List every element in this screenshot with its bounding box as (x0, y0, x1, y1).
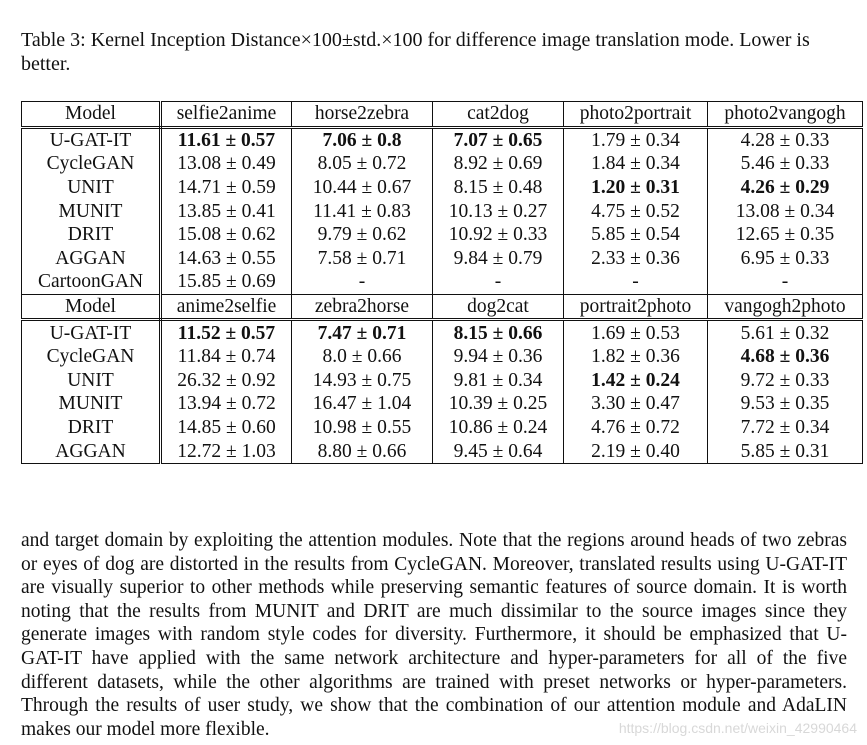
score-cell: 5.85 ± 0.31 (708, 439, 863, 463)
score-cell: 8.92 ± 0.69 (433, 152, 564, 176)
score-cell: 1.42 ± 0.24 (564, 369, 708, 393)
table-row (22, 127, 863, 152)
score-cell: 8.0 ± 0.66 (292, 345, 433, 369)
score-cell: 8.80 ± 0.66 (292, 439, 433, 463)
table-row (22, 416, 863, 440)
score-cell: 4.26 ± 0.29 (708, 176, 863, 200)
model-name-cell: DRIT (22, 223, 161, 247)
table-caption: Table 3: Kernel Inception Distance×100±std.×100 for difference image translation mode. Lower is better. (21, 29, 810, 75)
score-cell: 7.07 ± 0.65 (433, 127, 564, 152)
score-cell: 13.94 ± 0.72 (161, 392, 292, 416)
column-header: cat2dog (433, 102, 564, 128)
score-cell: 10.92 ± 0.33 (433, 223, 564, 247)
score-cell: 4.75 ± 0.52 (564, 199, 708, 223)
score-cell: 15.08 ± 0.62 (161, 223, 292, 247)
model-name-cell: CycleGAN (22, 345, 161, 369)
score-cell: 11.52 ± 0.57 (161, 320, 292, 345)
score-cell: 9.72 ± 0.33 (708, 369, 863, 393)
score-cell: 7.72 ± 0.34 (708, 416, 863, 440)
score-cell: 7.47 ± 0.71 (292, 320, 433, 345)
score-cell: 15.85 ± 0.69 (161, 270, 292, 294)
column-header: selfie2anime (161, 102, 292, 128)
score-cell: 1.84 ± 0.34 (564, 152, 708, 176)
score-cell: 7.58 ± 0.71 (292, 247, 433, 271)
column-header: anime2selfie (161, 294, 292, 320)
model-name-cell: DRIT (22, 416, 161, 440)
column-header: horse2zebra (292, 102, 433, 128)
model-name-cell: AGGAN (22, 439, 161, 463)
model-name-cell: U-GAT-IT (22, 320, 161, 345)
score-cell: 12.72 ± 1.03 (161, 439, 292, 463)
score-cell: 10.13 ± 0.27 (433, 199, 564, 223)
model-name-cell: CartoonGAN (22, 270, 161, 294)
score-cell: 13.08 ± 0.34 (708, 199, 863, 223)
table-row (22, 247, 863, 271)
score-cell: 10.98 ± 0.55 (292, 416, 433, 440)
score-cell: - (708, 270, 863, 294)
kid-results-table (21, 101, 863, 464)
score-cell: 1.20 ± 0.31 (564, 176, 708, 200)
column-header: Model (22, 102, 161, 128)
score-cell: 8.15 ± 0.48 (433, 176, 564, 200)
table-row (22, 320, 863, 345)
model-name-cell: UNIT (22, 176, 161, 200)
score-cell: 26.32 ± 0.92 (161, 369, 292, 393)
table-row (22, 199, 863, 223)
score-cell: 9.81 ± 0.34 (433, 369, 564, 393)
score-cell: 1.79 ± 0.34 (564, 127, 708, 152)
watermark: https://blog.csdn.net/weixin_42990464 (618, 720, 857, 736)
column-header: vangogh2photo (708, 294, 863, 320)
column-header: photo2portrait (564, 102, 708, 128)
score-cell: 11.84 ± 0.74 (161, 345, 292, 369)
score-cell: 7.06 ± 0.8 (292, 127, 433, 152)
score-cell: 6.95 ± 0.33 (708, 247, 863, 271)
body-paragraph: and target domain by exploiting the attention modules. Note that the regions around heads of two zebras or eyes of dog are distorted in the results from CycleGAN. Moreover, translated results using U-GAT-IT are visually superior to other methods while preserving semantic features of source domain. It is worth noting that the results from MUNIT and DRIT are much dissimilar to the source images since they generate images with random style codes for diversity. Furthermore, it should be emphasized that U-GAT-IT have applied with the same network architecture and hyper-parameters for all of the five different datasets, while the other algorithms are trained with preset networks or hyper-parameters. Through the results of user study, we show that the combination of our attention module and AdaLIN makes our model more flexible. (21, 530, 847, 740)
model-name-cell: UNIT (22, 369, 161, 393)
table-row (22, 369, 863, 393)
score-cell: 13.08 ± 0.49 (161, 152, 292, 176)
column-header: photo2vangogh (708, 102, 863, 128)
score-cell: 4.28 ± 0.33 (708, 127, 863, 152)
score-cell: 11.61 ± 0.57 (161, 127, 292, 152)
table-row (22, 439, 863, 463)
score-cell: 4.76 ± 0.72 (564, 416, 708, 440)
score-cell: 2.19 ± 0.40 (564, 439, 708, 463)
score-cell: 8.05 ± 0.72 (292, 152, 433, 176)
score-cell: - (564, 270, 708, 294)
score-cell: 16.47 ± 1.04 (292, 392, 433, 416)
score-cell: 12.65 ± 0.35 (708, 223, 863, 247)
score-cell: 3.30 ± 0.47 (564, 392, 708, 416)
model-name-cell: AGGAN (22, 247, 161, 271)
score-cell: 8.15 ± 0.66 (433, 320, 564, 345)
table-row (22, 345, 863, 369)
model-name-cell: MUNIT (22, 199, 161, 223)
score-cell: 10.44 ± 0.67 (292, 176, 433, 200)
table-row (22, 223, 863, 247)
score-cell: 5.46 ± 0.33 (708, 152, 863, 176)
score-cell: 2.33 ± 0.36 (564, 247, 708, 271)
score-cell: 5.61 ± 0.32 (708, 320, 863, 345)
table-row (22, 270, 863, 294)
score-cell: 9.45 ± 0.64 (433, 439, 564, 463)
score-cell: 11.41 ± 0.83 (292, 199, 433, 223)
table-row (22, 392, 863, 416)
score-cell: 14.93 ± 0.75 (292, 369, 433, 393)
model-name-cell: MUNIT (22, 392, 161, 416)
model-name-cell: CycleGAN (22, 152, 161, 176)
score-cell: 13.85 ± 0.41 (161, 199, 292, 223)
score-cell: 14.71 ± 0.59 (161, 176, 292, 200)
score-cell: 9.94 ± 0.36 (433, 345, 564, 369)
score-cell: 4.68 ± 0.36 (708, 345, 863, 369)
score-cell: - (433, 270, 564, 294)
column-header: Model (22, 294, 161, 320)
score-cell: 14.85 ± 0.60 (161, 416, 292, 440)
score-cell: - (292, 270, 433, 294)
score-cell: 1.69 ± 0.53 (564, 320, 708, 345)
header-row (22, 294, 863, 320)
table-row (22, 176, 863, 200)
score-cell: 9.84 ± 0.79 (433, 247, 564, 271)
table-row (22, 152, 863, 176)
score-cell: 9.79 ± 0.62 (292, 223, 433, 247)
column-header: dog2cat (433, 294, 564, 320)
score-cell: 14.63 ± 0.55 (161, 247, 292, 271)
header-row (22, 102, 863, 128)
column-header: portrait2photo (564, 294, 708, 320)
score-cell: 10.39 ± 0.25 (433, 392, 564, 416)
column-header: zebra2horse (292, 294, 433, 320)
score-cell: 9.53 ± 0.35 (708, 392, 863, 416)
score-cell: 5.85 ± 0.54 (564, 223, 708, 247)
score-cell: 1.82 ± 0.36 (564, 345, 708, 369)
model-name-cell: U-GAT-IT (22, 127, 161, 152)
score-cell: 10.86 ± 0.24 (433, 416, 564, 440)
